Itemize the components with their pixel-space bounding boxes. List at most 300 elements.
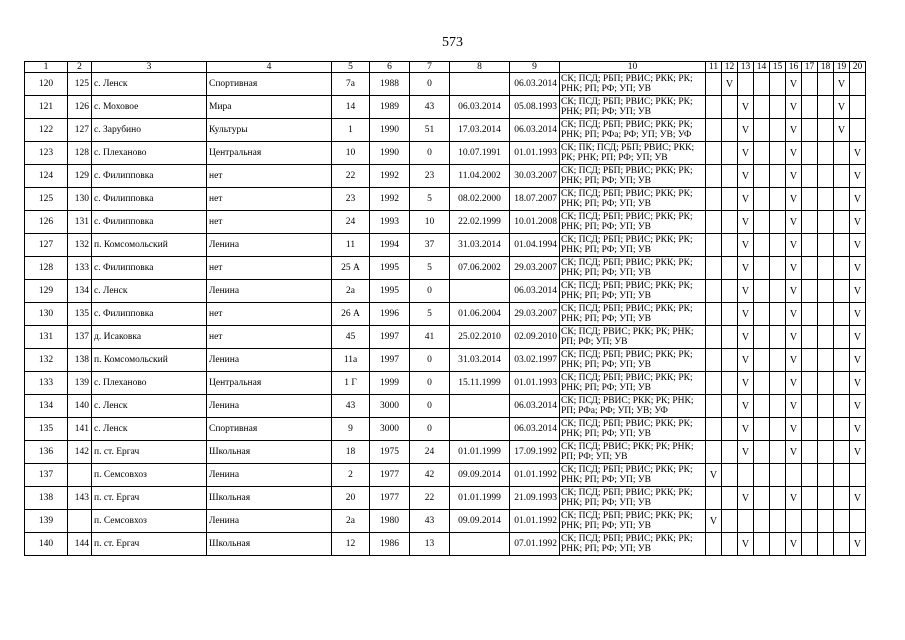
table-row <box>25 372 866 395</box>
cell-c2 <box>68 510 92 533</box>
cell-c4: Центральная <box>207 142 332 165</box>
mark-cell-14 <box>754 533 770 556</box>
mark-cell-11 <box>706 96 722 119</box>
mark-cell-11 <box>706 418 722 441</box>
cell-c4: Мира <box>207 96 332 119</box>
mark-cell-11 <box>706 257 722 280</box>
column-header: 5 <box>332 62 370 73</box>
mark-cell-11 <box>706 441 722 464</box>
mark-cell-20: V <box>850 372 866 395</box>
mark-cell-14 <box>754 165 770 188</box>
mark-cell-17 <box>802 326 818 349</box>
cell-c3: п. Комсомольский <box>92 234 207 257</box>
mark-cell-19 <box>834 464 850 487</box>
mark-cell-15 <box>770 96 786 119</box>
mark-cell-15 <box>770 372 786 395</box>
mark-cell-17 <box>802 165 818 188</box>
cell-c6: 1977 <box>370 464 410 487</box>
cell-c1: 129 <box>25 280 68 303</box>
mark-cell-14 <box>754 73 770 96</box>
mark-cell-17 <box>802 441 818 464</box>
mark-cell-13: V <box>738 257 754 280</box>
column-header: 4 <box>207 62 332 73</box>
cell-c5: 12 <box>332 533 370 556</box>
mark-cell-18 <box>818 349 834 372</box>
cell-c6: 1992 <box>370 188 410 211</box>
mark-cell-11 <box>706 234 722 257</box>
mark-cell-13: V <box>738 303 754 326</box>
mark-cell-12 <box>722 234 738 257</box>
cell-c6: 1980 <box>370 510 410 533</box>
cell-c3: с. Филипповка <box>92 188 207 211</box>
cell-c10: СК; ПСД; РБП; РВИС; РКК; РК; РНК; РП; РФ; УП; УВ <box>560 234 706 257</box>
mark-cell-18 <box>818 418 834 441</box>
mark-cell-19 <box>834 395 850 418</box>
cell-c10: СК; ПСД; РБП; РВИС; РКК; РК; РНК; РП; РФа; РФ; УП; УВ; УФ <box>560 119 706 142</box>
mark-cell-13: V <box>738 96 754 119</box>
column-header: 14 <box>754 62 770 73</box>
mark-cell-17 <box>802 395 818 418</box>
mark-cell-13 <box>738 73 754 96</box>
cell-c8: 15.11.1999 <box>450 372 510 395</box>
column-header: 1 <box>25 62 68 73</box>
cell-c6: 3000 <box>370 395 410 418</box>
cell-c8: 22.02.1999 <box>450 211 510 234</box>
cell-c10: СК; ПСД; РБП; РВИС; РКК; РК; РНК; РП; РФ; УП; УВ <box>560 349 706 372</box>
mark-cell-14 <box>754 349 770 372</box>
mark-cell-17 <box>802 234 818 257</box>
cell-c9: 01.01.1992 <box>510 464 560 487</box>
mark-cell-16: V <box>786 257 802 280</box>
mark-cell-14 <box>754 441 770 464</box>
cell-c3: с. Ленск <box>92 418 207 441</box>
mark-cell-20: V <box>850 211 866 234</box>
mark-cell-19 <box>834 211 850 234</box>
mark-cell-15 <box>770 303 786 326</box>
cell-c3: с. Филипповка <box>92 165 207 188</box>
cell-c2: 143 <box>68 487 92 510</box>
cell-c9: 06.03.2014 <box>510 280 560 303</box>
mark-cell-11 <box>706 395 722 418</box>
cell-c5: 10 <box>332 142 370 165</box>
cell-c9: 10.01.2008 <box>510 211 560 234</box>
mark-cell-18 <box>818 257 834 280</box>
table-row <box>25 211 866 234</box>
cell-c9: 03.02.1997 <box>510 349 560 372</box>
mark-cell-14 <box>754 234 770 257</box>
mark-cell-14 <box>754 96 770 119</box>
cell-c5: 14 <box>332 96 370 119</box>
cell-c10: СК; ПК; ПСД; РБП; РВИС; РКК; РК; РНК; РП; РФ; УП; УВ <box>560 142 706 165</box>
mark-cell-14 <box>754 211 770 234</box>
cell-c7: 43 <box>410 96 450 119</box>
mark-cell-18 <box>818 96 834 119</box>
mark-cell-12 <box>722 119 738 142</box>
cell-c9: 06.03.2014 <box>510 73 560 96</box>
mark-cell-16: V <box>786 326 802 349</box>
mark-cell-19 <box>834 326 850 349</box>
cell-c4: Ленина <box>207 395 332 418</box>
mark-cell-18 <box>818 234 834 257</box>
cell-c9: 06.03.2014 <box>510 395 560 418</box>
cell-c10: СК; ПСД; РБП; РВИС; РКК; РК; РНК; РП; РФ; УП; УВ <box>560 464 706 487</box>
cell-c3: п. ст. Ергач <box>92 487 207 510</box>
mark-cell-12: V <box>722 73 738 96</box>
mark-cell-20: V <box>850 326 866 349</box>
cell-c6: 1997 <box>370 349 410 372</box>
cell-c5: 25 А <box>332 257 370 280</box>
mark-cell-17 <box>802 303 818 326</box>
cell-c7: 5 <box>410 303 450 326</box>
mark-cell-20 <box>850 119 866 142</box>
cell-c10: СК; ПСД; РВИС; РКК; РК; РНК; РП; РФ; УП; УВ <box>560 441 706 464</box>
cell-c2: 132 <box>68 234 92 257</box>
cell-c10: СК; ПСД; РВИС; РКК; РК; РНК; РП; РФ; УП; УВ <box>560 326 706 349</box>
mark-cell-11: V <box>706 510 722 533</box>
mark-cell-14 <box>754 326 770 349</box>
mark-cell-19 <box>834 372 850 395</box>
cell-c2: 140 <box>68 395 92 418</box>
cell-c2: 141 <box>68 418 92 441</box>
mark-cell-19 <box>834 234 850 257</box>
mark-cell-20: V <box>850 349 866 372</box>
cell-c1: 133 <box>25 372 68 395</box>
mark-cell-16: V <box>786 533 802 556</box>
column-header: 3 <box>92 62 207 73</box>
mark-cell-19: V <box>834 73 850 96</box>
mark-cell-19 <box>834 188 850 211</box>
table-row <box>25 418 866 441</box>
mark-cell-17 <box>802 142 818 165</box>
mark-cell-14 <box>754 188 770 211</box>
mark-cell-18 <box>818 280 834 303</box>
mark-cell-19 <box>834 165 850 188</box>
cell-c10: СК; ПСД; РБП; РВИС; РКК; РК; РНК; РП; РФ; УП; УВ <box>560 487 706 510</box>
cell-c8: 01.01.1999 <box>450 487 510 510</box>
mark-cell-14 <box>754 464 770 487</box>
cell-c7: 41 <box>410 326 450 349</box>
mark-cell-11: V <box>706 464 722 487</box>
mark-cell-19: V <box>834 119 850 142</box>
mark-cell-13: V <box>738 188 754 211</box>
cell-c4: Культуры <box>207 119 332 142</box>
mark-cell-15 <box>770 487 786 510</box>
mark-cell-20: V <box>850 280 866 303</box>
cell-c5: 43 <box>332 395 370 418</box>
cell-c5: 23 <box>332 188 370 211</box>
mark-cell-11 <box>706 349 722 372</box>
column-header: 2 <box>68 62 92 73</box>
mark-cell-18 <box>818 510 834 533</box>
mark-cell-20: V <box>850 441 866 464</box>
cell-c1: 125 <box>25 188 68 211</box>
cell-c4: Спортивная <box>207 418 332 441</box>
table-row <box>25 441 866 464</box>
mark-cell-15 <box>770 211 786 234</box>
mark-cell-20: V <box>850 303 866 326</box>
cell-c2: 133 <box>68 257 92 280</box>
cell-c4: Школьная <box>207 441 332 464</box>
table-row <box>25 349 866 372</box>
mark-cell-12 <box>722 464 738 487</box>
mark-cell-16: V <box>786 211 802 234</box>
mark-cell-11 <box>706 326 722 349</box>
cell-c5: 26 А <box>332 303 370 326</box>
cell-c5: 11а <box>332 349 370 372</box>
mark-cell-20: V <box>850 395 866 418</box>
mark-cell-16: V <box>786 96 802 119</box>
mark-cell-19 <box>834 280 850 303</box>
cell-c2: 137 <box>68 326 92 349</box>
mark-cell-20: V <box>850 418 866 441</box>
mark-cell-14 <box>754 510 770 533</box>
cell-c10: СК; ПСД; РБП; РВИС; РКК; РК; РНК; РП; РФ; УП; УВ <box>560 510 706 533</box>
cell-c6: 1977 <box>370 487 410 510</box>
mark-cell-16 <box>786 464 802 487</box>
cell-c1: 121 <box>25 96 68 119</box>
cell-c3: с. Ленск <box>92 73 207 96</box>
mark-cell-11 <box>706 211 722 234</box>
cell-c10: СК; ПСД; РБП; РВИС; РКК; РК; РНК; РП; РФ; УП; УВ <box>560 211 706 234</box>
cell-c6: 1986 <box>370 533 410 556</box>
mark-cell-13: V <box>738 119 754 142</box>
mark-cell-16: V <box>786 372 802 395</box>
cell-c5: 20 <box>332 487 370 510</box>
mark-cell-16: V <box>786 234 802 257</box>
cell-c10: СК; ПСД; РБП; РВИС; РКК; РК; РНК; РП; РФ; УП; УВ <box>560 372 706 395</box>
table-row <box>25 487 866 510</box>
column-header: 13 <box>738 62 754 73</box>
table-row <box>25 188 866 211</box>
cell-c5: 24 <box>332 211 370 234</box>
mark-cell-12 <box>722 487 738 510</box>
cell-c7: 0 <box>410 280 450 303</box>
mark-cell-16: V <box>786 165 802 188</box>
cell-c8: 11.04.2002 <box>450 165 510 188</box>
mark-cell-13: V <box>738 372 754 395</box>
cell-c5: 9 <box>332 418 370 441</box>
mark-cell-15 <box>770 119 786 142</box>
mark-cell-20 <box>850 96 866 119</box>
table-row <box>25 73 866 96</box>
mark-cell-18 <box>818 303 834 326</box>
mark-cell-11 <box>706 533 722 556</box>
cell-c9: 21.09.1993 <box>510 487 560 510</box>
table-row <box>25 510 866 533</box>
mark-cell-17 <box>802 119 818 142</box>
cell-c7: 0 <box>410 372 450 395</box>
cell-c1: 126 <box>25 211 68 234</box>
mark-cell-20: V <box>850 533 866 556</box>
mark-cell-20 <box>850 73 866 96</box>
cell-c7: 51 <box>410 119 450 142</box>
mark-cell-20: V <box>850 257 866 280</box>
cell-c10: СК; ПСД; РБП; РВИС; РКК; РК; РНК; РП; РФ; УП; УВ <box>560 165 706 188</box>
mark-cell-15 <box>770 418 786 441</box>
mark-cell-15 <box>770 165 786 188</box>
cell-c6: 1990 <box>370 142 410 165</box>
cell-c4: нет <box>207 257 332 280</box>
mark-cell-12 <box>722 418 738 441</box>
cell-c4: нет <box>207 211 332 234</box>
cell-c7: 0 <box>410 349 450 372</box>
cell-c9: 18.07.2007 <box>510 188 560 211</box>
cell-c5: 1 <box>332 119 370 142</box>
column-header: 19 <box>834 62 850 73</box>
cell-c3: п. Семсовхоз <box>92 464 207 487</box>
cell-c5: 45 <box>332 326 370 349</box>
cell-c9: 06.03.2014 <box>510 418 560 441</box>
mark-cell-12 <box>722 326 738 349</box>
mark-cell-13 <box>738 510 754 533</box>
mark-cell-16: V <box>786 280 802 303</box>
mark-cell-16: V <box>786 487 802 510</box>
mark-cell-13: V <box>738 211 754 234</box>
mark-cell-15 <box>770 510 786 533</box>
cell-c7: 42 <box>410 464 450 487</box>
cell-c1: 132 <box>25 349 68 372</box>
column-header: 18 <box>818 62 834 73</box>
table-row <box>25 303 866 326</box>
mark-cell-14 <box>754 280 770 303</box>
cell-c1: 120 <box>25 73 68 96</box>
mark-cell-14 <box>754 372 770 395</box>
mark-cell-16: V <box>786 395 802 418</box>
cell-c2: 134 <box>68 280 92 303</box>
cell-c6: 1999 <box>370 372 410 395</box>
mark-cell-17 <box>802 349 818 372</box>
cell-c1: 123 <box>25 142 68 165</box>
mark-cell-18 <box>818 142 834 165</box>
mark-cell-13: V <box>738 280 754 303</box>
column-header: 9 <box>510 62 560 73</box>
cell-c9: 06.03.2014 <box>510 119 560 142</box>
mark-cell-15 <box>770 395 786 418</box>
mark-cell-11 <box>706 165 722 188</box>
cell-c7: 0 <box>410 142 450 165</box>
cell-c1: 127 <box>25 234 68 257</box>
mark-cell-13: V <box>738 165 754 188</box>
cell-c9: 01.01.1993 <box>510 372 560 395</box>
mark-cell-17 <box>802 257 818 280</box>
mark-cell-18 <box>818 372 834 395</box>
mark-cell-15 <box>770 326 786 349</box>
cell-c7: 13 <box>410 533 450 556</box>
mark-cell-17 <box>802 211 818 234</box>
cell-c2: 130 <box>68 188 92 211</box>
cell-c10: СК; ПСД; РБП; РВИС; РКК; РК; РНК; РП; РФ; УП; УВ <box>560 418 706 441</box>
cell-c10: СК; ПСД; РБП; РВИС; РКК; РК; РНК; РП; РФ; УП; УВ <box>560 303 706 326</box>
mark-cell-12 <box>722 280 738 303</box>
cell-c1: 136 <box>25 441 68 464</box>
mark-cell-15 <box>770 234 786 257</box>
mark-cell-18 <box>818 395 834 418</box>
mark-cell-11 <box>706 303 722 326</box>
cell-c3: с. Филипповка <box>92 257 207 280</box>
mark-cell-11 <box>706 73 722 96</box>
cell-c6: 1994 <box>370 234 410 257</box>
cell-c2: 144 <box>68 533 92 556</box>
cell-c2: 139 <box>68 372 92 395</box>
cell-c1: 134 <box>25 395 68 418</box>
mark-cell-14 <box>754 142 770 165</box>
mark-cell-18 <box>818 73 834 96</box>
column-header: 16 <box>786 62 802 73</box>
mark-cell-18 <box>818 464 834 487</box>
header-row <box>25 62 866 73</box>
cell-c4: Школьная <box>207 487 332 510</box>
cell-c1: 138 <box>25 487 68 510</box>
table-row <box>25 257 866 280</box>
cell-c10: СК; ПСД; РВИС; РКК; РК; РНК; РП; РФа; РФ; УП; УВ; УФ <box>560 395 706 418</box>
cell-c2: 127 <box>68 119 92 142</box>
cell-c6: 1995 <box>370 280 410 303</box>
cell-c8: 01.01.1999 <box>450 441 510 464</box>
cell-c9: 05.08.1993 <box>510 96 560 119</box>
table-body <box>25 62 866 556</box>
mark-cell-19 <box>834 303 850 326</box>
mark-cell-12 <box>722 257 738 280</box>
mark-cell-16: V <box>786 418 802 441</box>
cell-c1: 135 <box>25 418 68 441</box>
mark-cell-12 <box>722 188 738 211</box>
cell-c3: с. Ленск <box>92 280 207 303</box>
cell-c3: с. Ленск <box>92 395 207 418</box>
mark-cell-11 <box>706 188 722 211</box>
table-row <box>25 280 866 303</box>
cell-c3: п. ст. Ергач <box>92 533 207 556</box>
cell-c5: 11 <box>332 234 370 257</box>
mark-cell-19 <box>834 418 850 441</box>
mark-cell-20: V <box>850 487 866 510</box>
mark-cell-12 <box>722 533 738 556</box>
mark-cell-13: V <box>738 441 754 464</box>
cell-c4: Ленина <box>207 234 332 257</box>
cell-c8: 09.09.2014 <box>450 510 510 533</box>
mark-cell-16: V <box>786 73 802 96</box>
mark-cell-20: V <box>850 188 866 211</box>
mark-cell-13: V <box>738 487 754 510</box>
column-header: 6 <box>370 62 410 73</box>
mark-cell-12 <box>722 349 738 372</box>
cell-c3: с. Плеханово <box>92 372 207 395</box>
cell-c4: Ленина <box>207 349 332 372</box>
cell-c1: 131 <box>25 326 68 349</box>
column-header: 20 <box>850 62 866 73</box>
cell-c8: 06.03.2014 <box>450 96 510 119</box>
table-row <box>25 119 866 142</box>
mark-cell-18 <box>818 487 834 510</box>
mark-cell-14 <box>754 303 770 326</box>
cell-c2: 131 <box>68 211 92 234</box>
mark-cell-15 <box>770 533 786 556</box>
cell-c1: 128 <box>25 257 68 280</box>
column-header: 7 <box>410 62 450 73</box>
cell-c3: д. Исаковка <box>92 326 207 349</box>
cell-c8: 08.02.2000 <box>450 188 510 211</box>
cell-c7: 37 <box>410 234 450 257</box>
cell-c9: 29.03.2007 <box>510 303 560 326</box>
cell-c8: 01.06.2004 <box>450 303 510 326</box>
mark-cell-19 <box>834 349 850 372</box>
mark-cell-13: V <box>738 533 754 556</box>
cell-c2: 128 <box>68 142 92 165</box>
column-header: 17 <box>802 62 818 73</box>
table-row <box>25 165 866 188</box>
mark-cell-12 <box>722 372 738 395</box>
cell-c4: Спортивная <box>207 73 332 96</box>
mark-cell-11 <box>706 280 722 303</box>
